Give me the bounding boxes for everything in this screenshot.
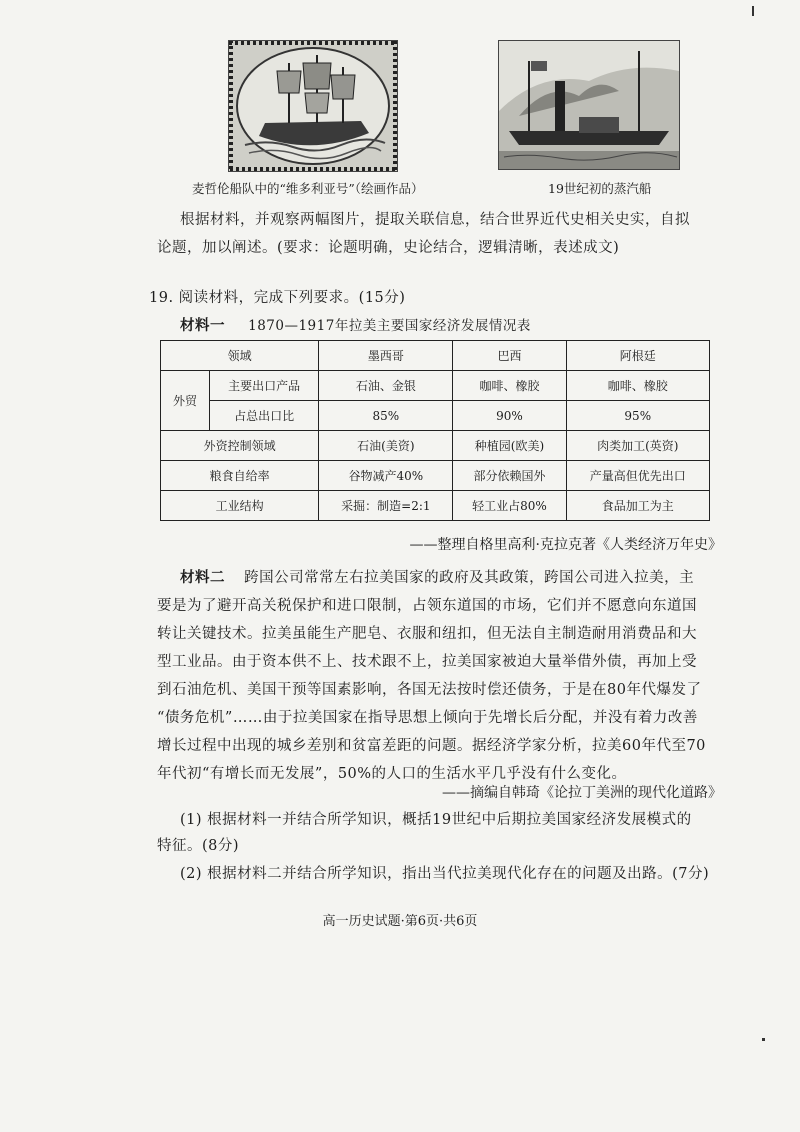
table-header-cell: 墨西哥 — [319, 341, 453, 371]
material2-line-3: 转让关键技术。拉美虽能生产肥皂、衣服和纽扣，但无法自主制造耐用消费品和大 — [157, 626, 697, 642]
material2-line-1 — [180, 566, 694, 587]
page-footer: 高一历史试题·第6页·共6页 — [322, 914, 478, 929]
table-cell: 食品加工为主 — [566, 491, 709, 521]
ship-painting-image — [229, 41, 397, 171]
table-cell: 部分依赖国外 — [453, 461, 566, 491]
sub-question-1-line-2: 特征。(8分) — [157, 838, 240, 854]
q18-prompt-line-1: 根据材料，并观察两幅图片，提取关联信息，结合世界近代史相关史实，自拟 — [180, 212, 690, 228]
table-cell: 85% — [319, 401, 453, 431]
table-row-label: 外资控制领域 — [161, 431, 319, 461]
scan-speck — [762, 1038, 765, 1041]
table-row-label: 主要出口产品 — [210, 371, 319, 401]
table-row-label: 工业结构 — [161, 491, 319, 521]
table-cell: 石油(美资) — [319, 431, 453, 461]
material2-line-4: 型工业品。由于资本供不上、技术跟不上，拉美国家被迫大量举借外债，再加上受 — [157, 654, 697, 670]
material2-line-2: 要是为了避开高关税保护和进口限制，占领东道国的市场，它们并不愿意向东道国 — [157, 598, 697, 614]
steamboat-photo — [498, 40, 680, 170]
table-row — [161, 491, 710, 521]
material1-title: 1870—1917年拉美主要国家经济发展情况表 — [248, 318, 531, 334]
table-row — [161, 401, 710, 431]
steamboat-image — [499, 41, 679, 169]
material2-line-7: 增长过程中出现的城乡差别和贫富差距的问题。据经济学家分析，拉美60年代至70 — [157, 738, 706, 754]
table-cell: 采掘：制造=2:1 — [319, 491, 453, 521]
table-cell: 产量高但优先出口 — [566, 461, 709, 491]
sub-question-1-line-1: (1) 根据材料一并结合所学知识，概括19世纪中后期拉美国家经济发展模式的 — [180, 812, 692, 828]
table-row — [161, 461, 710, 491]
table-header-row — [161, 341, 710, 371]
scan-speck — [752, 6, 754, 16]
q19-heading: 19. 阅读材料，完成下列要求。(15分) — [149, 290, 406, 306]
sub-question-2: (2) 根据材料二并结合所学知识，指出当代拉美现代化存在的问题及出路。(7分) — [180, 866, 710, 882]
victoria-ship-painting — [228, 40, 398, 172]
table-cell: 咖啡、橡胶 — [453, 371, 566, 401]
table-cell: 95% — [566, 401, 709, 431]
q18-prompt-line-2: 论题，加以阐述。(要求：论题明确，史论结合，逻辑清晰，表述成文) — [157, 240, 620, 256]
table-cell: 肉类加工(英资) — [566, 431, 709, 461]
material2-line-8: 年代初“有增长而无发展”，50%的人口的生活水平几乎没有什么变化。 — [157, 766, 627, 782]
material2-source: ——摘编自韩琦《论拉丁美洲的现代化道路》 — [442, 785, 722, 801]
table-cell: 石油、金银 — [319, 371, 453, 401]
material2-label: 材料二 — [180, 569, 225, 586]
table-cell: 90% — [453, 401, 566, 431]
material2-text: 跨国公司常常左右拉美国家的政府及其政策，跨国公司进入拉美，主 — [244, 570, 695, 586]
right-image-caption: 19世纪初的蒸汽船 — [548, 181, 652, 196]
table-header-cell: 阿根廷 — [566, 341, 709, 371]
table-row — [161, 431, 710, 461]
material1-heading — [180, 314, 531, 335]
table-row — [161, 371, 710, 401]
table-cell: 谷物减产40% — [319, 461, 453, 491]
table-header-cell: 领域 — [161, 341, 319, 371]
table-cell: 种植园(欧美) — [453, 431, 566, 461]
table-row-label: 占总出口比 — [210, 401, 319, 431]
material1-source: ——整理自格里高利·克拉克著《人类经济万年史》 — [409, 537, 722, 553]
latin-america-economy-table — [160, 340, 710, 521]
trade-label-cell: 外贸 — [161, 371, 210, 431]
table-row-label: 粮食自给率 — [161, 461, 319, 491]
material2-line-5: 到石油危机、美国干预等国素影响，各国无法按时偿还债务，于是在80年代爆发了 — [157, 682, 702, 698]
table-header-cell: 巴西 — [453, 341, 566, 371]
table-cell: 轻工业占80% — [453, 491, 566, 521]
left-image-caption: 麦哲伦船队中的“维多利亚号”（绘画作品） — [192, 181, 424, 196]
table-cell: 咖啡、橡胶 — [566, 371, 709, 401]
material1-label: 材料一 — [180, 317, 225, 334]
material2-line-6: “债务危机”……由于拉美国家在指导思想上倾向于先增长后分配，并没有着力改善 — [157, 710, 698, 726]
